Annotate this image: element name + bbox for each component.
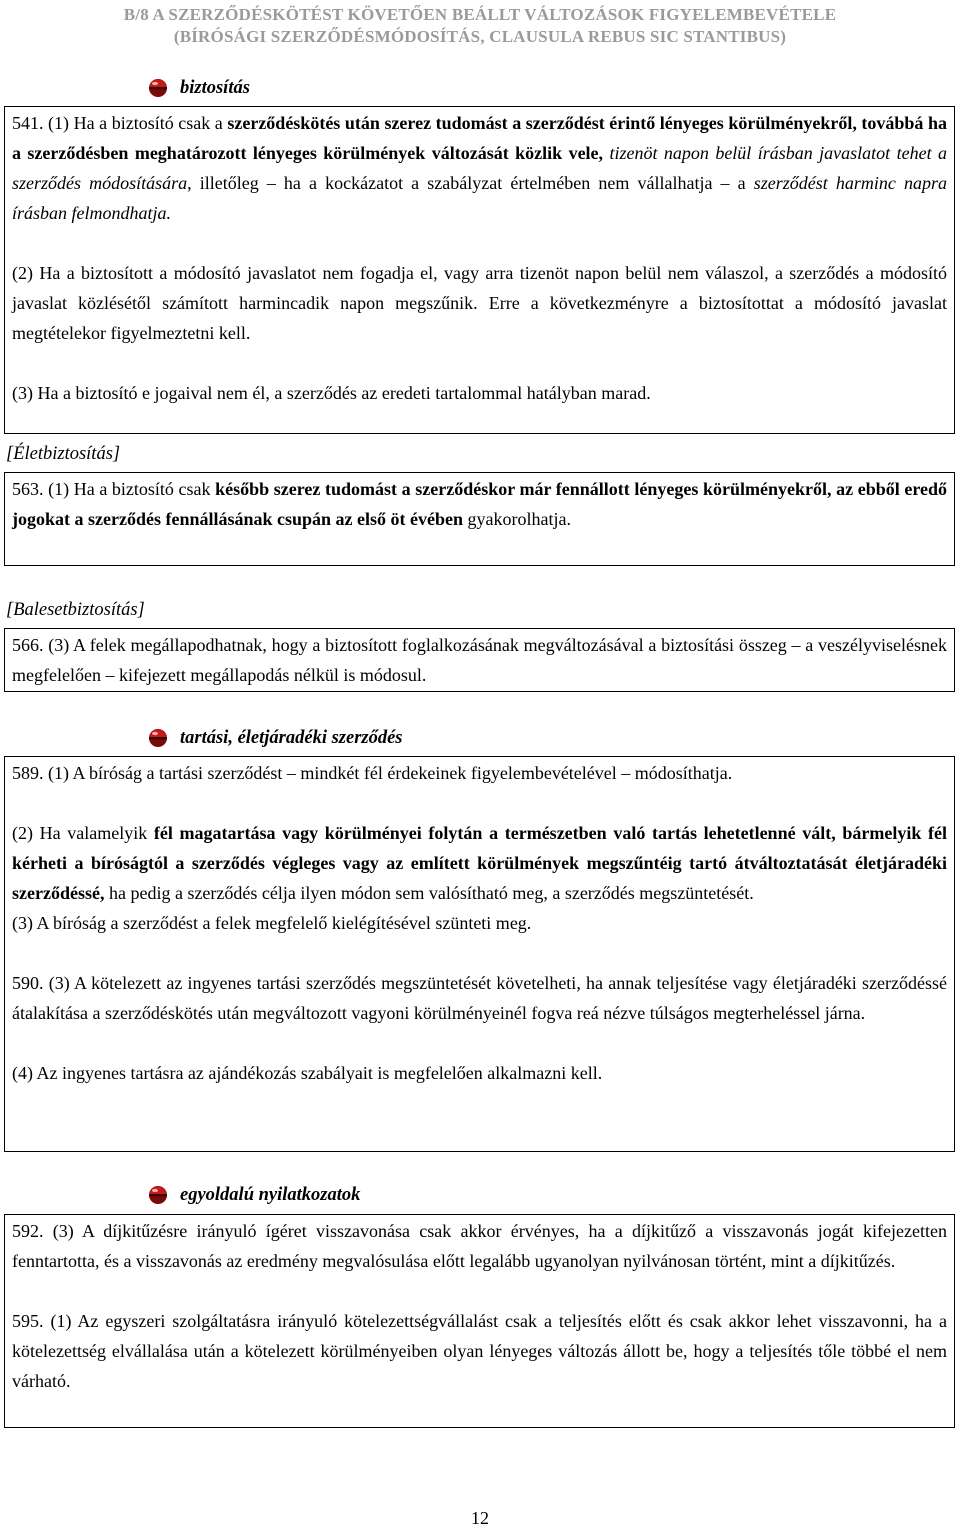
- paragraph-563: 563. (1) Ha a biztosító csak később szerez tudomást a szerződéskor már fennállott lényeges körülményekről, az ebből eredő jogokat a szerződés fennállásának csupán az első öt évében gyakorolhatja.: [12, 479, 947, 529]
- text-box-541: [4, 106, 955, 434]
- text-box-566: [4, 628, 955, 692]
- bullet-ball-icon: [148, 78, 168, 98]
- page-number: 12: [471, 1508, 489, 1528]
- section-title: biztosítás: [180, 77, 250, 98]
- paragraph-541-3: (3) Ha a biztosító e jogaival nem él, a szerződés az eredeti tartalommal hatályban marad.: [12, 383, 651, 403]
- paragraph-590-3: 590. (3) A kötelezett az ingyenes tartási szerződés megszüntetését követelheti, ha annak teljesítése vagy életjáradéki szerződéssé átalakítása a szerződéskötés után megváltozott vagyoni körülményeinél fogva reá nézve túlságos megterheléssel járna.: [12, 973, 947, 1023]
- section-heading-egyoldalu: [148, 1183, 360, 1207]
- paragraph-541-1: 541. (1) Ha a biztosító csak a szerződéskötés után szerez tudomást a szerződést érintő lényeges körülményekről, továbbá ha a szerződésben meghatározott lényeges körülmények változását közlik vele, tizenöt napon belül írásban javaslatot tehet a szerződés módosítására, illetőleg – ha a kockázatot a szabályzat értelmében nem vállalhatja – a szerződést harminc napra írásban felmondhatja.: [12, 113, 947, 223]
- section-title: egyoldalú nyilatkozatok: [180, 1184, 361, 1205]
- text-box-589: [4, 756, 955, 1152]
- paragraph-595: 595. (1) Az egyszeri szolgáltatásra irányuló kötelezettségvállalást csak a teljesítés előtt és csak akkor lehet visszavonni, ha a kötelezettség elvállalása után a kötelezett körülményeiben olyan lényeges változás állott be, hogy a teljesítés tőle többé el nem várható.: [12, 1311, 947, 1391]
- bullet-ball-icon: [148, 728, 168, 748]
- header-line-1: B/8 A SZERZŐDÉSKÖTÉST KÖVETŐEN BEÁLLT VÁLTOZÁSOK FIGYELEMBEVÉTELE: [123, 5, 837, 24]
- paragraph-590-4: (4) Az ingyenes tartásra az ajándékozás szabályait is megfelelően alkalmazni kell.: [12, 1063, 603, 1083]
- subheading-eletbiztositas: [Életbiztosítás]: [6, 444, 121, 464]
- section-heading-tartasi: [148, 726, 403, 750]
- header-line-2: (BÍRÓSÁGI SZERZŐDÉSMÓDOSÍTÁS, CLAUSULA REBUS SIC STANTIBUS): [173, 27, 787, 46]
- text-box-563: [4, 472, 955, 566]
- section-title: tartási, életjáradéki szerződés: [180, 727, 403, 748]
- text-box-592: [4, 1214, 955, 1428]
- paragraph-566: 566. (3) A felek megállapodhatnak, hogy a biztosított foglalkozásának megváltozásával a biztosítási összeg – a veszélyviselésnek megfelelően – kifejezett megállapodás nélkül is módosul.: [12, 635, 947, 685]
- subheading-balesetbiztositas: [Balesetbiztosítás]: [6, 600, 145, 620]
- paragraph-592: 592. (3) A díjkitűzésre irányuló ígéret visszavonása csak akkor érvényes, ha a díjkitűző a visszavonás jogát kifejezetten fenntartotta, és a visszavonás az eredmény megvalósulása előtt legalább ugyanolyan nyilvánosan történt, mint a díjkitűzés.: [12, 1221, 947, 1271]
- paragraph-589-3: (3) A bíróság a szerződést a felek megfelelő kielégítésével szünteti meg.: [12, 913, 532, 933]
- running-header: [0, 4, 960, 48]
- section-heading-biztositas: [148, 76, 250, 100]
- paragraph-589-1: 589. (1) A bíróság a tartási szerződést – mindkét fél érdekeinek figyelembevételével – módosíthatja.: [12, 763, 733, 783]
- bullet-ball-icon: [148, 1185, 168, 1205]
- paragraph-589-2: (2) Ha valamelyik fél magatartása vagy körülményei folytán a természetben való tartás lehetetlenné vált, bármelyik fél kérheti a bíróságtól a szerződés végleges vagy az említett körülmények megszűntéig tartó átváltoztatását életjáradéki szerződéssé, ha pedig a szerződés célja ilyen módon sem valósítható meg, a szerződés megszüntetését.: [12, 823, 947, 903]
- paragraph-541-2: (2) Ha a biztosított a módosító javaslatot nem fogadja el, vagy arra tizenöt napon belül nem válaszol, a szerződés a módosító javaslat közlésétől számított harmincadik napon megszűnik. Erre a következményre a biztosítottat a módosító javaslat megtételekor figyelmeztetni kell.: [12, 263, 947, 343]
